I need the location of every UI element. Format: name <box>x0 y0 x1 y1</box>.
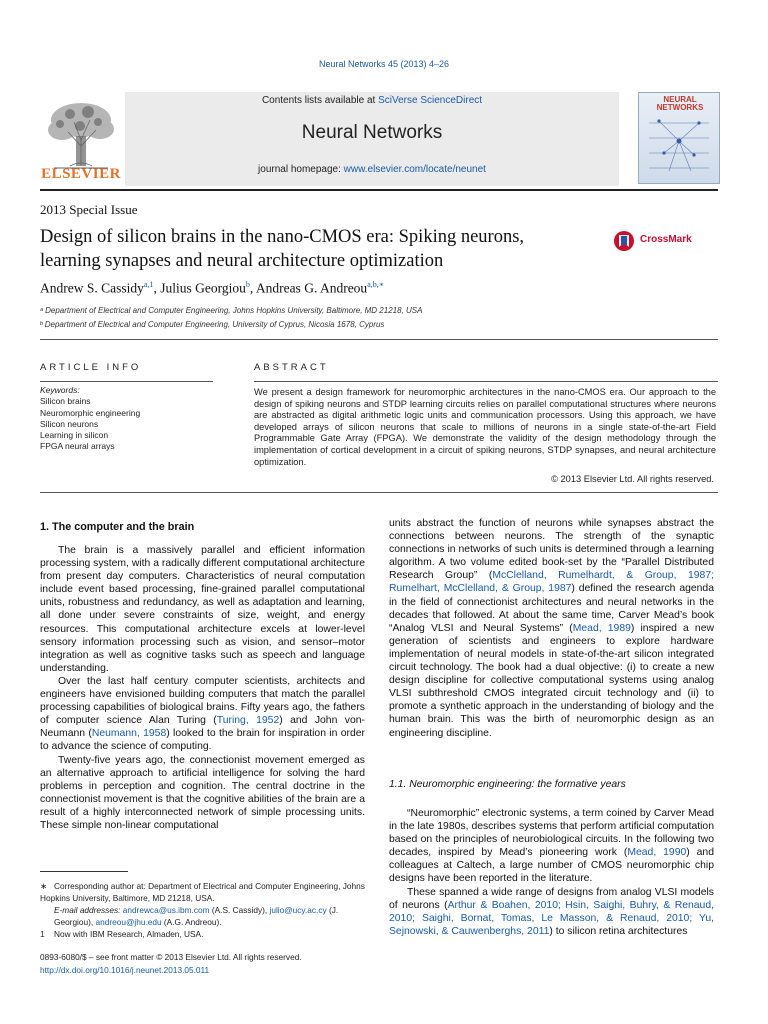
article-info-heading: ARTICLE INFO <box>40 362 142 373</box>
author-andreou-affil[interactable]: a,b,∗ <box>367 280 385 289</box>
special-issue-label: 2013 Special Issue <box>40 202 138 217</box>
author-cassidy-affil[interactable]: a,1 <box>143 280 154 289</box>
email-link[interactable]: andreou@jhu.edu <box>95 917 162 927</box>
paragraph: The brain is a massively parallel and efficient information processing system, with a radically different computational architecture from present day computers. Characteristics of neural computation include event based processing, fine-grained parallel computational units, robustness and redundancy, as well as adaptation and learning, all done under severe constraints of size, weight, and energy resources. This computational architecture excels at lower-level sensory information processing such as vision, and sensor–motor integration as well as cognitive tasks such as speech and language understanding. <box>40 545 365 674</box>
footnote-rule <box>40 871 128 872</box>
subsection-1-1-heading: 1.1. Neuromorphic engineering: the formative years <box>389 779 626 790</box>
front-matter <box>40 951 302 977</box>
affiliation-b: ᵇ Department of Electrical and Computer Engineering, University of Cyprus, Nicosia 1678, Cyprus <box>40 320 385 329</box>
header-divider <box>40 189 718 191</box>
keyword-item: Silicon brains <box>40 396 91 407</box>
citation-link[interactable]: Turing, 1952 <box>216 715 280 727</box>
crossmark-label: CrossMark <box>640 234 692 245</box>
citation-link[interactable]: Arthur & Boahen, 2010; Hsin, Saighi, Buhry, & Renaud, 2010; Saighi, Bornat, Tomas, Le Masson, & Renaud, 2010; Yu, Sejnowski, & Cauwenberghs, 2011 <box>389 899 715 937</box>
crossmark-badge[interactable] <box>612 230 712 252</box>
cover-title: NEURAL NETWORKS <box>656 95 704 112</box>
affiliation-divider <box>40 339 718 340</box>
corresponding-author-note: ∗ Corresponding author at: Department of Electrical and Computer Engineering, Johns Hopkins University, Baltimore, MD 21218, USA. <box>40 881 365 903</box>
keyword-item: Learning in silicon <box>40 430 109 441</box>
citation-link[interactable]: Neumann, 1958 <box>91 728 167 740</box>
paragraph: These spanned a wide range of designs from analog VLSI models of neurons (Arthur & Boahen, 2010; Hsin, Saighi, Buhry, & Renaud, 2010; Saighi, Bornat, Tomas, Le Masson, & Renaud, 2010; Yu, Sejnowski, & Cauwenberghs, 2011) to silicon retina architectures <box>389 886 715 937</box>
email-link[interactable]: andrewca@us.ibm.com <box>122 905 210 915</box>
email-link[interactable]: julio@ucy.ac.cy <box>269 905 327 915</box>
keywords-label: Keywords: <box>40 385 80 395</box>
article-title-line-1: Design of silicon brains in the nano-CMOS era: Spiking neurons, <box>40 227 525 247</box>
author-andreou[interactable]: , Andreas G. Andreou <box>249 280 368 296</box>
paragraph: Over the last half century computer scientists, architects and engineers have envisioned building computers that match the parallel processing capabilities of biological brains. Fifty years ago, the fathers of computer science Alan Turing (Turing, 1952) and John von-Neumann (Neumann, 1958) looked to the brain for inspiration in order to advance the science of computing. <box>40 675 365 753</box>
section-1-heading: 1. The computer and the brain <box>40 521 195 533</box>
author-list <box>40 280 384 297</box>
keyword-item: FPGA neural arrays <box>40 441 115 452</box>
keyword-item: Silicon neurons <box>40 418 99 429</box>
footnotes <box>40 880 365 940</box>
paragraph: Twenty-five years ago, the connectionist movement emerged as an alternative approach to artificial intelligence for solving the hard problems in perception and cognition. The central doctrine in the connectionist movement is that the cognitive abilities of the brain are a result of a highly interconnected network of simple processing units. These simple non-linear computational <box>40 754 365 831</box>
left-column-text <box>40 544 365 832</box>
elsevier-wordmark: ELSEVIER <box>41 166 121 182</box>
doi-link[interactable]: http://dx.doi.org/10.1016/j.neunet.2013.05.011 <box>40 965 210 975</box>
paragraph: units abstract the function of neurons while synapses abstract the connections between neurons. The strength of the synaptic connections in networks of such units is determined through a learning algorithm. A two volume edited book-set by the “Parallel Distributed Research Group” (McClelland, Rumelhardt, & Group, 1987; Rumelhart, McClelland, & Group, 1987) defined the research agenda in the field of connectionist architectures and neural networks in the decades that followed. At about the same time, Carver Mead’s book “Analog VLSI and Neural Systems” (Mead, 1989) inspired a new generation of scientists and engineers to explore hardware implementation of neural models in state-of-the-art silicon integrated circuit technology. The book had a dual objective: (i) to create a new design discipline for collective computational systems using analog VLSI subthreshold CMOS integrated circuit technology and (ii) to promote a synthetic approach in the understanding of biology and the human brain. This was the birth of neuromorphic design as an engineering discipline. <box>389 518 715 739</box>
author-cassidy[interactable]: Andrew S. Cassidy <box>40 280 144 296</box>
article-title-line-2: learning synapses and neural architecture optimization <box>40 251 444 271</box>
article-title <box>40 225 600 273</box>
contents-prefix: Contents lists available at <box>261 95 379 106</box>
paragraph: “Neuromorphic” electronic systems, a term coined by Carver Mead in the late 1980s, describes systems that perform artificial computation based on the principles of neurobiological circuits. In the following two decades, inspired by Mead’s pioneering work (Mead, 1990) and colleagues at Caltech, a large number of CMOS neuromorphic chip designs have been reported in the literature. <box>389 808 714 885</box>
citation-link[interactable]: Mead, 1990 <box>627 847 687 859</box>
abstract-heading: ABSTRACT <box>254 362 329 373</box>
article-info-rule <box>40 381 213 382</box>
abstract-bottom-rule <box>40 492 718 493</box>
homepage-prefix: journal homepage: <box>258 164 344 175</box>
author-georgiou[interactable]: , Julius Georgiou <box>153 280 246 296</box>
right-column-text <box>389 517 714 740</box>
crossmark-icon <box>612 230 638 252</box>
citation-link[interactable]: McClelland, Rumelhardt, & Group, 1987; Rumelhart, McClelland, & Group, 1987 <box>389 570 715 595</box>
affiliation-a: ᵃ Department of Electrical and Computer Engineering, Johns Hopkins University, Baltimore, MD 21218, USA <box>40 306 423 315</box>
contents-line <box>125 95 619 106</box>
journal-title: Neural Networks <box>301 122 443 143</box>
sciencedirect-link[interactable]: SciVerse ScienceDirect <box>378 95 483 106</box>
keyword-item: Neuromorphic engineering <box>40 407 141 418</box>
author-georgiou-affil[interactable]: b <box>245 280 250 289</box>
abstract-copyright: © 2013 Elsevier Ltd. All rights reserved. <box>551 474 714 484</box>
abstract-rule <box>254 381 718 382</box>
abstract-body: We present a design framework for neuromorphic architectures in the nano-CMOS era. Our approach to the design of spiking neurons and STDP learning circuits relies on parallel computational structures where neurons are abstracted as digital arithmetic logic units and communication processors. Using this approach, we have developed arrays of silicon neurons that scale to millions of neurons in a single state-of-the-art Field Programmable Gate Array (FPGA). We demonstrate the validity of the design methodology through the implementation of cortical development in a circuit of spiking neurons, STDP synapses, and neural architecture optimization. <box>254 387 716 467</box>
email-note: E-mail addresses: andrewca@us.ibm.com (A.S. Cassidy), julio@ucy.ac.cy (J. Georgiou), andreou@jhu.edu (A.G. Andreou). <box>54 905 339 927</box>
citation-link[interactable]: Mead, 1989 <box>572 622 631 634</box>
right-column-text-2 <box>389 807 714 938</box>
homepage-line <box>125 164 619 175</box>
issn-line: 0893-6080/$ – see front matter © 2013 Elsevier Ltd. All rights reserved. <box>40 952 302 962</box>
journal-reference[interactable]: Neural Networks 45 (2013) 4–26 <box>318 59 450 69</box>
homepage-link[interactable]: www.elsevier.com/locate/neunet <box>343 164 486 175</box>
footnote-1: 1 Now with IBM Research, Almaden, USA. <box>40 929 204 939</box>
keywords-list <box>40 385 140 453</box>
